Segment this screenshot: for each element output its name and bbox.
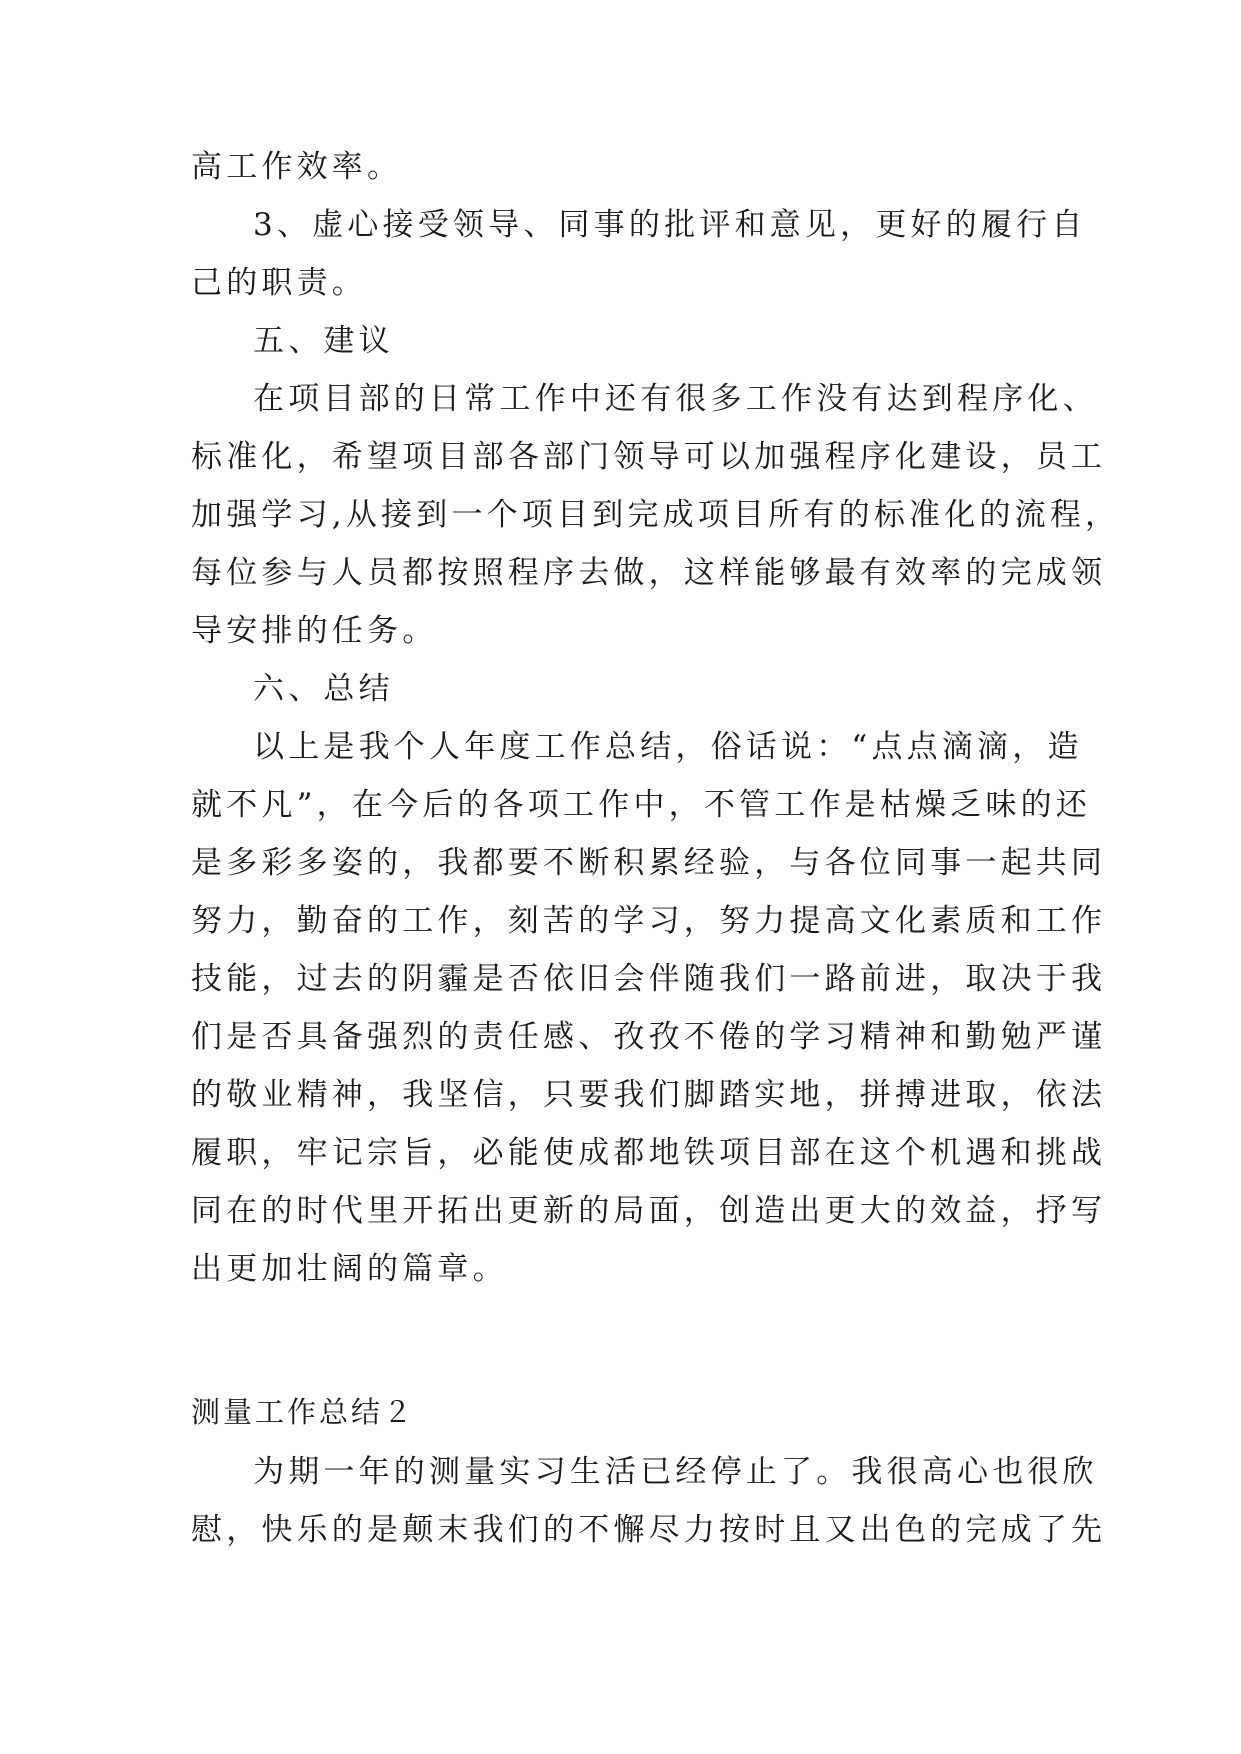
text-line: 己的职责。 bbox=[191, 265, 367, 301]
text-line: 技能，过去的阴霾是否依旧会伴随我们一路前进，取决于我 bbox=[191, 961, 1107, 997]
text-line: 3、虚心接受领导、同事的批评和意见，更好的履行自 bbox=[253, 207, 1087, 243]
text-line: 是多彩多姿的，我都要不断积累经验，与各位同事一起共同 bbox=[191, 845, 1107, 881]
text-line: 在项目部的日常工作中还有很多工作没有达到程序化、 bbox=[253, 381, 1098, 417]
text-line: 的敬业精神，我坚信，只要我们脚踏实地，拼搏进取，依法 bbox=[191, 1077, 1107, 1113]
heading-text: 五、建议 bbox=[253, 323, 394, 359]
text-line: 每位参与人员都按照程序去做，这样能够最有效率的完成领 bbox=[191, 555, 1107, 591]
text-line: 标准化，希望项目部各部门领导可以加强程序化建设，员工 bbox=[191, 439, 1107, 475]
text-line: 们是否具备强烈的责任感、孜孜不倦的学习精神和勤勉严谨 bbox=[191, 1019, 1107, 1055]
paragraph-suggestions bbox=[191, 370, 1121, 660]
text-line: 慰，快乐的是颠末我们的不懈尽力按时且又出色的完成了先 bbox=[191, 1512, 1107, 1548]
text-line: 为期一年的测量实习生活已经停止了。我很高心也很欣 bbox=[253, 1454, 1098, 1490]
text-line: 同在的时代里开拓出更新的局面，创造出更大的效益，抒写 bbox=[191, 1193, 1107, 1229]
text-line: 出更加壮阔的篇章。 bbox=[191, 1251, 508, 1287]
text-line: 导安排的任务。 bbox=[191, 613, 438, 649]
text-line: 努力，勤奋的工作，刻苦的学习，努力提高文化素质和工作 bbox=[191, 903, 1107, 939]
text-line: 就不凡”，在今后的各项工作中，不管工作是枯燥乏味的还 bbox=[191, 787, 1092, 823]
section-heading-suggestions bbox=[191, 312, 1051, 370]
paragraph-item-3 bbox=[191, 196, 1087, 312]
paragraph-summary bbox=[191, 718, 1107, 1298]
text-line: 履职，牢记宗旨，必能使成都地铁项目部在这个机遇和挑战 bbox=[191, 1135, 1107, 1171]
text-line: 高工作效率。 bbox=[191, 149, 403, 185]
section-heading-summary bbox=[191, 660, 1051, 718]
paragraph-measurement-intro bbox=[191, 1443, 1107, 1559]
text-line: 以上是我个人年度工作总结，俗话说：“点点滴滴，造 bbox=[253, 729, 1083, 765]
text-line: 加强学习,从接到一个项目到完成项目所有的标准化的流程， bbox=[191, 497, 1121, 533]
paragraph-continuation bbox=[191, 138, 1051, 196]
section-title: 测量工作总结２ bbox=[191, 1395, 416, 1429]
heading-text: 六、总结 bbox=[253, 671, 394, 707]
